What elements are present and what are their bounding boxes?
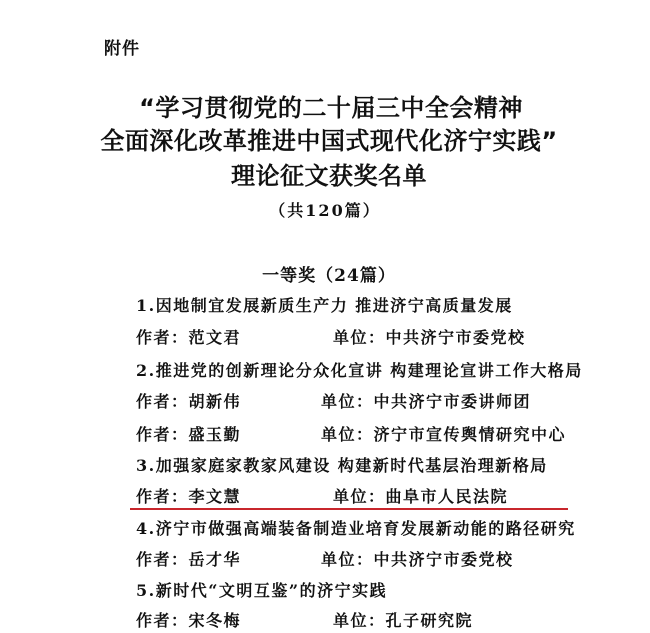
entry-title: 3.加强家庭家教家风建设 构建新时代基层治理新格局 [136, 456, 548, 475]
entry-title: 1.因地制宜发展新质生产力 推进济宁高质量发展 [136, 296, 513, 315]
author-row [136, 484, 241, 507]
author-row [136, 608, 241, 631]
author-label: 作者： [136, 392, 189, 411]
unit-name: 济宁市宣传舆情研究中心 [373, 425, 567, 444]
author-name: 胡新伟 [188, 392, 242, 411]
unit-row [321, 547, 514, 570]
unit-row [321, 389, 531, 412]
entry-title: 4.济宁市做强高端装备制造业培育发展新动能的路径研究 [136, 519, 576, 538]
title-line-3: 理论征文获奖名单 [231, 162, 427, 190]
unit-name: 中共济宁市委党校 [373, 550, 514, 569]
unit-label: 单位： [321, 392, 374, 411]
unit-row [333, 608, 473, 631]
title-line-1: “学习贯彻党的二十届三中全会精神 [139, 94, 523, 122]
attachment-label: 附件 [104, 39, 140, 59]
unit-name: 曲阜市人民法院 [385, 487, 509, 506]
section-title-first-prize: 一等奖（24篇） [262, 266, 396, 286]
author-label: 作者： [136, 487, 189, 506]
author-name: 李文慧 [188, 487, 242, 506]
author-name: 范文君 [188, 328, 242, 347]
unit-label: 单位： [333, 328, 386, 347]
unit-name: 孔子研究院 [385, 611, 474, 630]
unit-name: 中共济宁市委讲师团 [373, 392, 532, 411]
author-label: 作者： [136, 611, 189, 630]
entry-title: 5.新时代“文明互鉴”的济宁实践 [136, 581, 388, 600]
author-label: 作者： [136, 550, 189, 569]
red-divider-line [130, 508, 568, 510]
unit-row [333, 484, 508, 507]
author-row [136, 547, 241, 570]
author-name: 盛玉勤 [188, 425, 242, 444]
unit-row [321, 422, 566, 445]
author-row [136, 325, 241, 348]
title-line-2: 全面深化改革推进中国式现代化济宁实践” [100, 127, 558, 155]
unit-name: 中共济宁市委党校 [385, 328, 526, 347]
unit-label: 单位： [333, 611, 386, 630]
entry-title: 2.推进党的创新理论分众化宣讲 构建理论宣讲工作大格局 [136, 361, 583, 380]
unit-row [333, 325, 526, 348]
author-row [136, 389, 241, 412]
unit-label: 单位： [333, 487, 386, 506]
author-name: 岳才华 [188, 550, 242, 569]
unit-label: 单位： [321, 425, 374, 444]
author-label: 作者： [136, 328, 189, 347]
author-label: 作者： [136, 425, 189, 444]
author-row [136, 422, 241, 445]
total-count: （共120篇） [269, 201, 381, 220]
unit-label: 单位： [321, 550, 374, 569]
author-name: 宋冬梅 [188, 611, 242, 630]
